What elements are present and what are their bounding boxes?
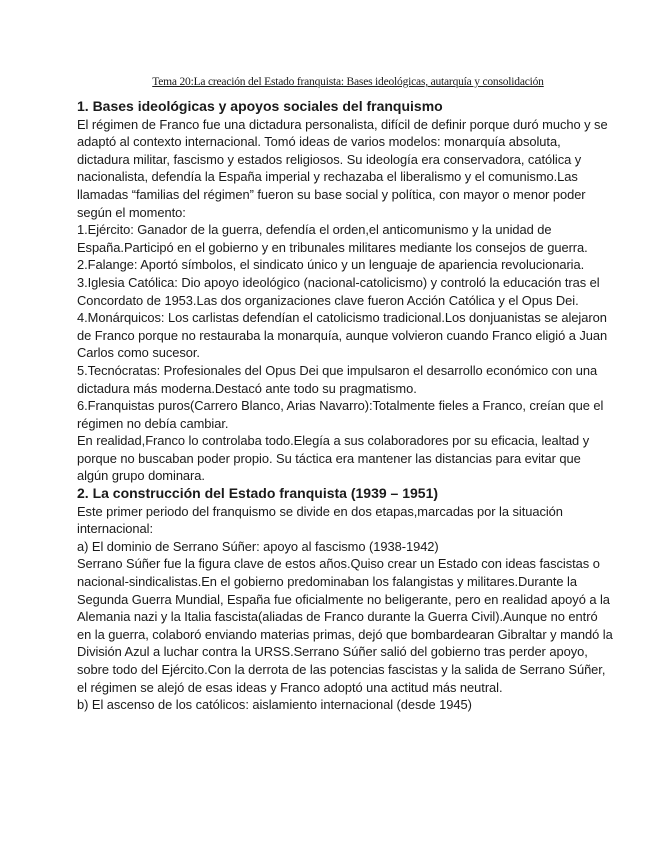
- section-1-closing: En realidad,Franco lo controlaba todo.Elegía a sus colaboradores por su eficacia, lealtad y porque no buscaban poder propio. Su táctica era mantener las distancias para evitar que algún grupo dominara.: [77, 433, 590, 484]
- list-item-monarquicos: 4.Monárquicos: Los carlistas defendían el catolicismo tradicional.Los donjuanistas se alejaron de Franco porque no restauraba la monarquía, aunque volvieron cuando Franco eligió a Juan Carlos como sucesor.: [77, 310, 608, 361]
- list-item-ejercito: 1.Ejército: Ganador de la guerra, defendía el orden,el anticomunismo y la unidad de España.Participó en el gobierno y en tribunales militares mediante los consejos de guerra.: [77, 222, 588, 255]
- list-item-falange: 2.Falange: Aportó símbolos, el sindicato único y un lenguaje de apariencia revolucionaria.: [77, 257, 585, 273]
- list-item-tecnocratas: 5.Tecnócratas: Profesionales del Opus Dei que impulsaron el desarrollo económico con una dictadura más moderna.Destacó ante todo su pragmatismo.: [77, 362, 598, 396]
- list-item-iglesia: 3.Iglesia Católica: Dio apoyo ideológico (nacional-catolicismo) y controló la educación tras el Concordato de 1953.Las dos organizaciones clave fueron Acción Católica y el Opus Dei.: [77, 274, 600, 308]
- subsection-a-title: a) El dominio de Serrano Súñer: apoyo al fascismo (1938-1942): [77, 538, 439, 554]
- section-2-intro: Este primer periodo del franquismo se divide en dos etapas,marcadas por la situación internacional:: [77, 503, 563, 537]
- list-item-franquistas-puros: 6.Franquistas puros(Carrero Blanco, Arias Navarro):Totalmente fieles a Franco, creían que el régimen no debía cambiar.: [77, 398, 604, 431]
- subsection-b-title: b) El ascenso de los católicos: aislamiento internacional (desde 1945): [77, 697, 472, 713]
- section-1-intro: El régimen de Franco fue una dictadura personalista, difícil de definir porque duró mucho y se adaptó al contexto internacional. Tomó ideas de varios modelos: monarquía absoluta, dictadura militar, fascismo y estados religiosos. Su ideología era conservadora, católica y nacionalista, defendía la España imperial y rechazaba el liberalismo y el comunismo.Las llamadas “familias del régimen” fueron su base social y política, con mayor o menor poder según el momento:: [77, 116, 608, 220]
- section-1-heading: 1. Bases ideológicas y apoyos sociales del franquismo: [77, 98, 443, 114]
- subsection-a-text: Serrano Súñer fue la figura clave de estos años.Quiso crear un Estado con ideas fascistas o nacional-sindicalistas.En el gobierno predominaban los falangistas y militares.Durante la Segunda Guerra Mundial, España fue oficialmente no beligerante, pero en realidad apoyó a la Alemania nazi y la Italia fascista(aliadas de Franco durante la Guerra Civil).Aunque no entró en la guerra, colaboró enviando materias primas, dejó que bombardearan Gibraltar y mandó la División Azul a luchar contra la URSS.Serrano Súñer salió del gobierno tras perder apoyo, sobre todo del Ejército.Con la derrota de las potencias fascistas y la salida de Serrano Súñer, el régimen se alejó de esas ideas y Franco adoptó una actitud más neutral.: [77, 556, 613, 695]
- section-2-heading: 2. La construcción del Estado franquista (1939 – 1951): [77, 485, 439, 502]
- document-title: Tema 20:La creación del Estado franquista: Bases ideológicas, autarquía y consolidación: [152, 76, 544, 88]
